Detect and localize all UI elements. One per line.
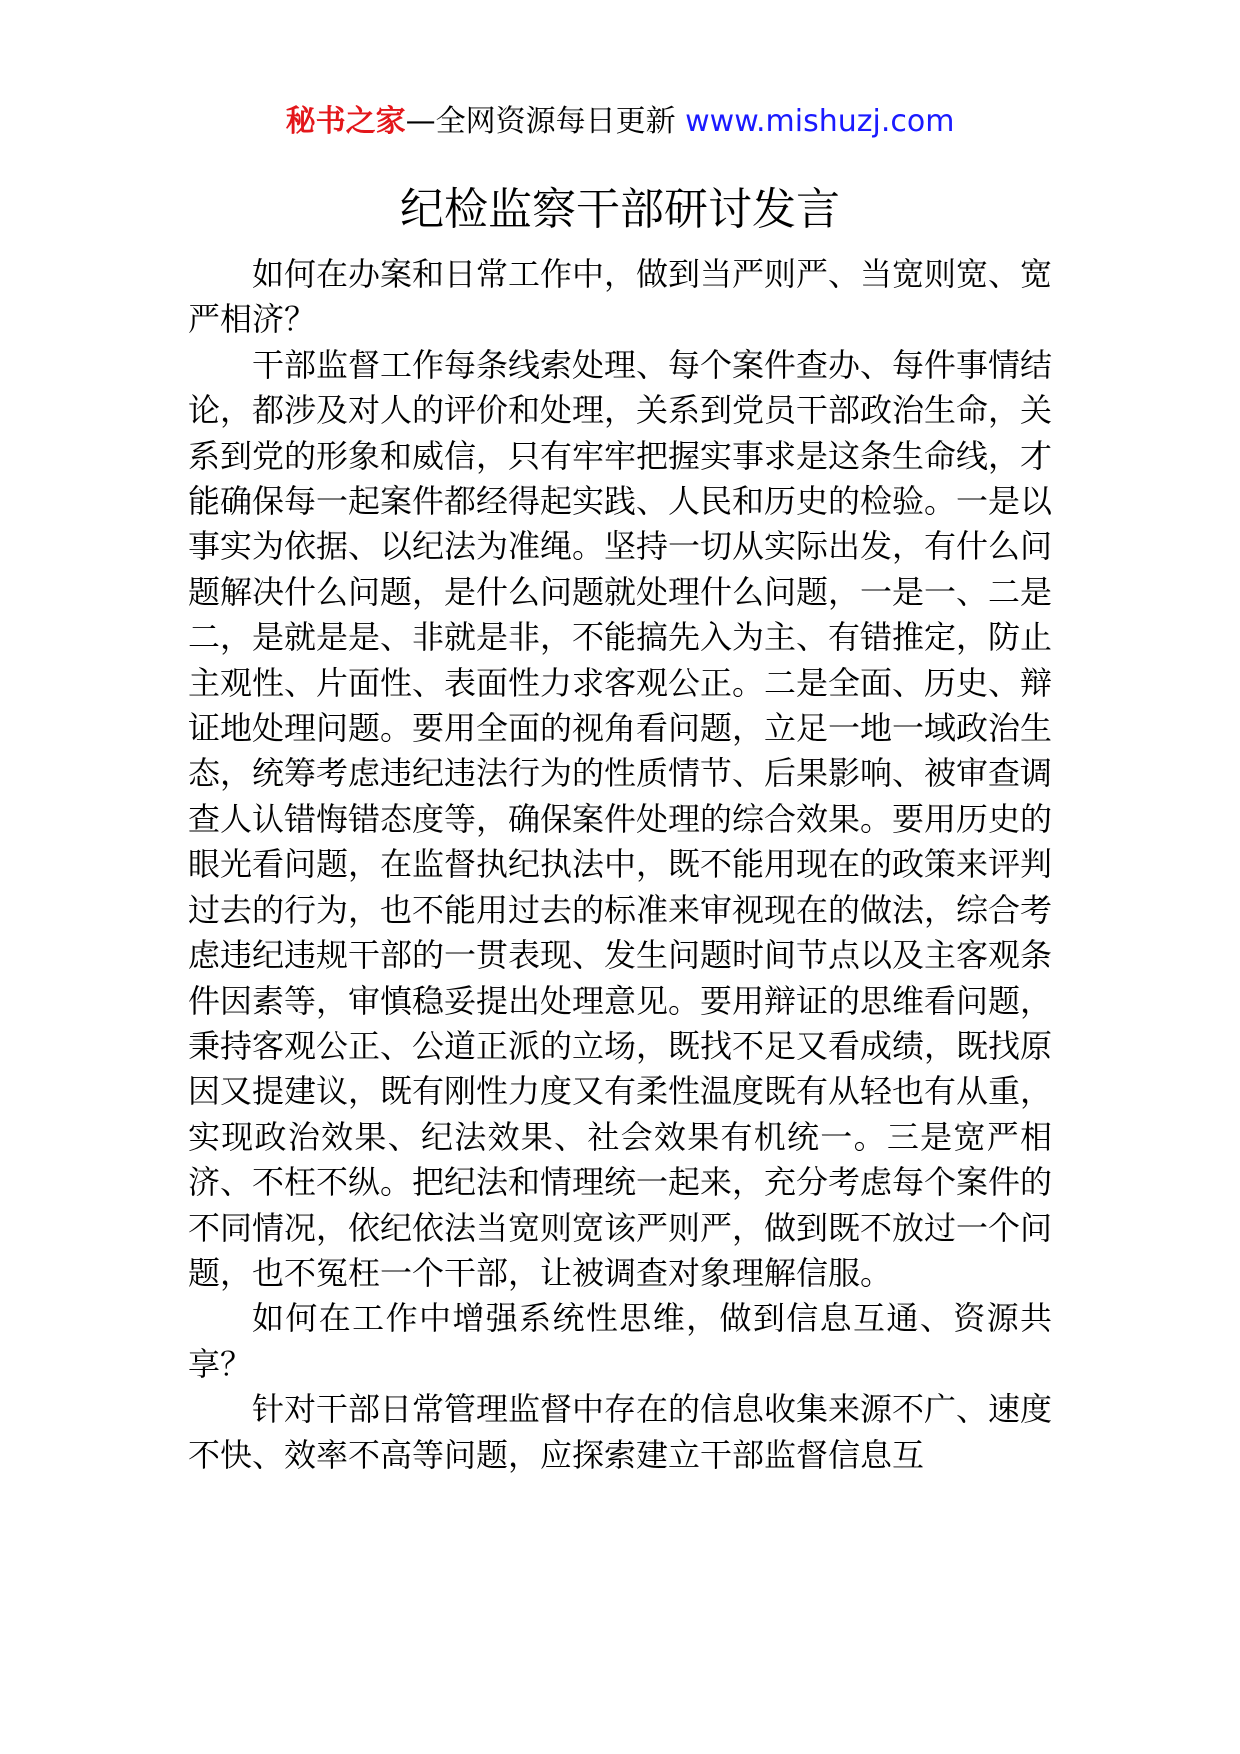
site-slogan: —全网资源每日更新 — [405, 104, 686, 139]
answer-paragraph-2: 针对干部日常管理监督中存在的信息收集来源不广、速度不快、效率不高等问题，应探索建立干部监督信息互 — [188, 1390, 1053, 1474]
document-title: 纪检监察干部研讨发言 — [400, 184, 840, 235]
question-paragraph-1: 如何在办案和日常工作中，做到当严则严、当宽则宽、宽严相济？ — [188, 255, 1053, 339]
document-body — [188, 252, 1052, 1478]
site-url-link[interactable]: www.mishuzj.com — [685, 104, 955, 139]
question-paragraph-2: 如何在工作中增强系统性思维，做到信息互通、资源共享？ — [188, 1299, 1052, 1383]
site-header — [0, 100, 1240, 144]
answer-paragraph-1: 干部监督工作每条线索处理、每个案件查办、每件事情结论，都涉及对人的评价和处理，关系到党员干部政治生命，关系到党的形象和威信，只有牢牢把握实事求是这条生命线，才能确保每一起案件都经得起实践、人民和历史的检验。一是以事实为依据、以纪法为准绳。坚持一切从实际出发，有什么问题解决什么问题，是什么问题就处理什么问题，一是一、二是二，是就是是、非就是非，不能搞先入为主、有错推定，防止主观性、片面性、表面性力求客观公正。二是全面、历史、辩证地处理问题。要用全面的视角看问题，立足一地一域政治生态，统筹考虑违纪违法行为的性质情节、后果影响、被审查调查人认错悔错态度等，确保案件处理的综合效果。要用历史的眼光看问题，在监督执纪执法中，既不能用现在的政策来评判过去的行为，也不能用过去的标准来审视现在的做法，综合考虑违纪违规干部的一贯表现、发生问题时间节点以及主客观条件因素等，审慎稳妥提出处理意见。要用辩证的思维看问题，秉持客观公正、公道正派的立场，既找不足又看成绩，既找原因又提建议，既有刚性力度又有柔性温度既有从轻也有从重，实现政治效果、纪法效果、社会效果有机统一。三是宽严相济、不枉不纵。把纪法和情理统一起来，充分考虑每个案件的不同情况，依纪依法当宽则宽该严则严，做到既不放过一个问题，也不冤枉一个干部，让被调查对象理解信服。 — [188, 345, 1053, 1292]
brand-name: 秘书之家 — [285, 104, 406, 139]
